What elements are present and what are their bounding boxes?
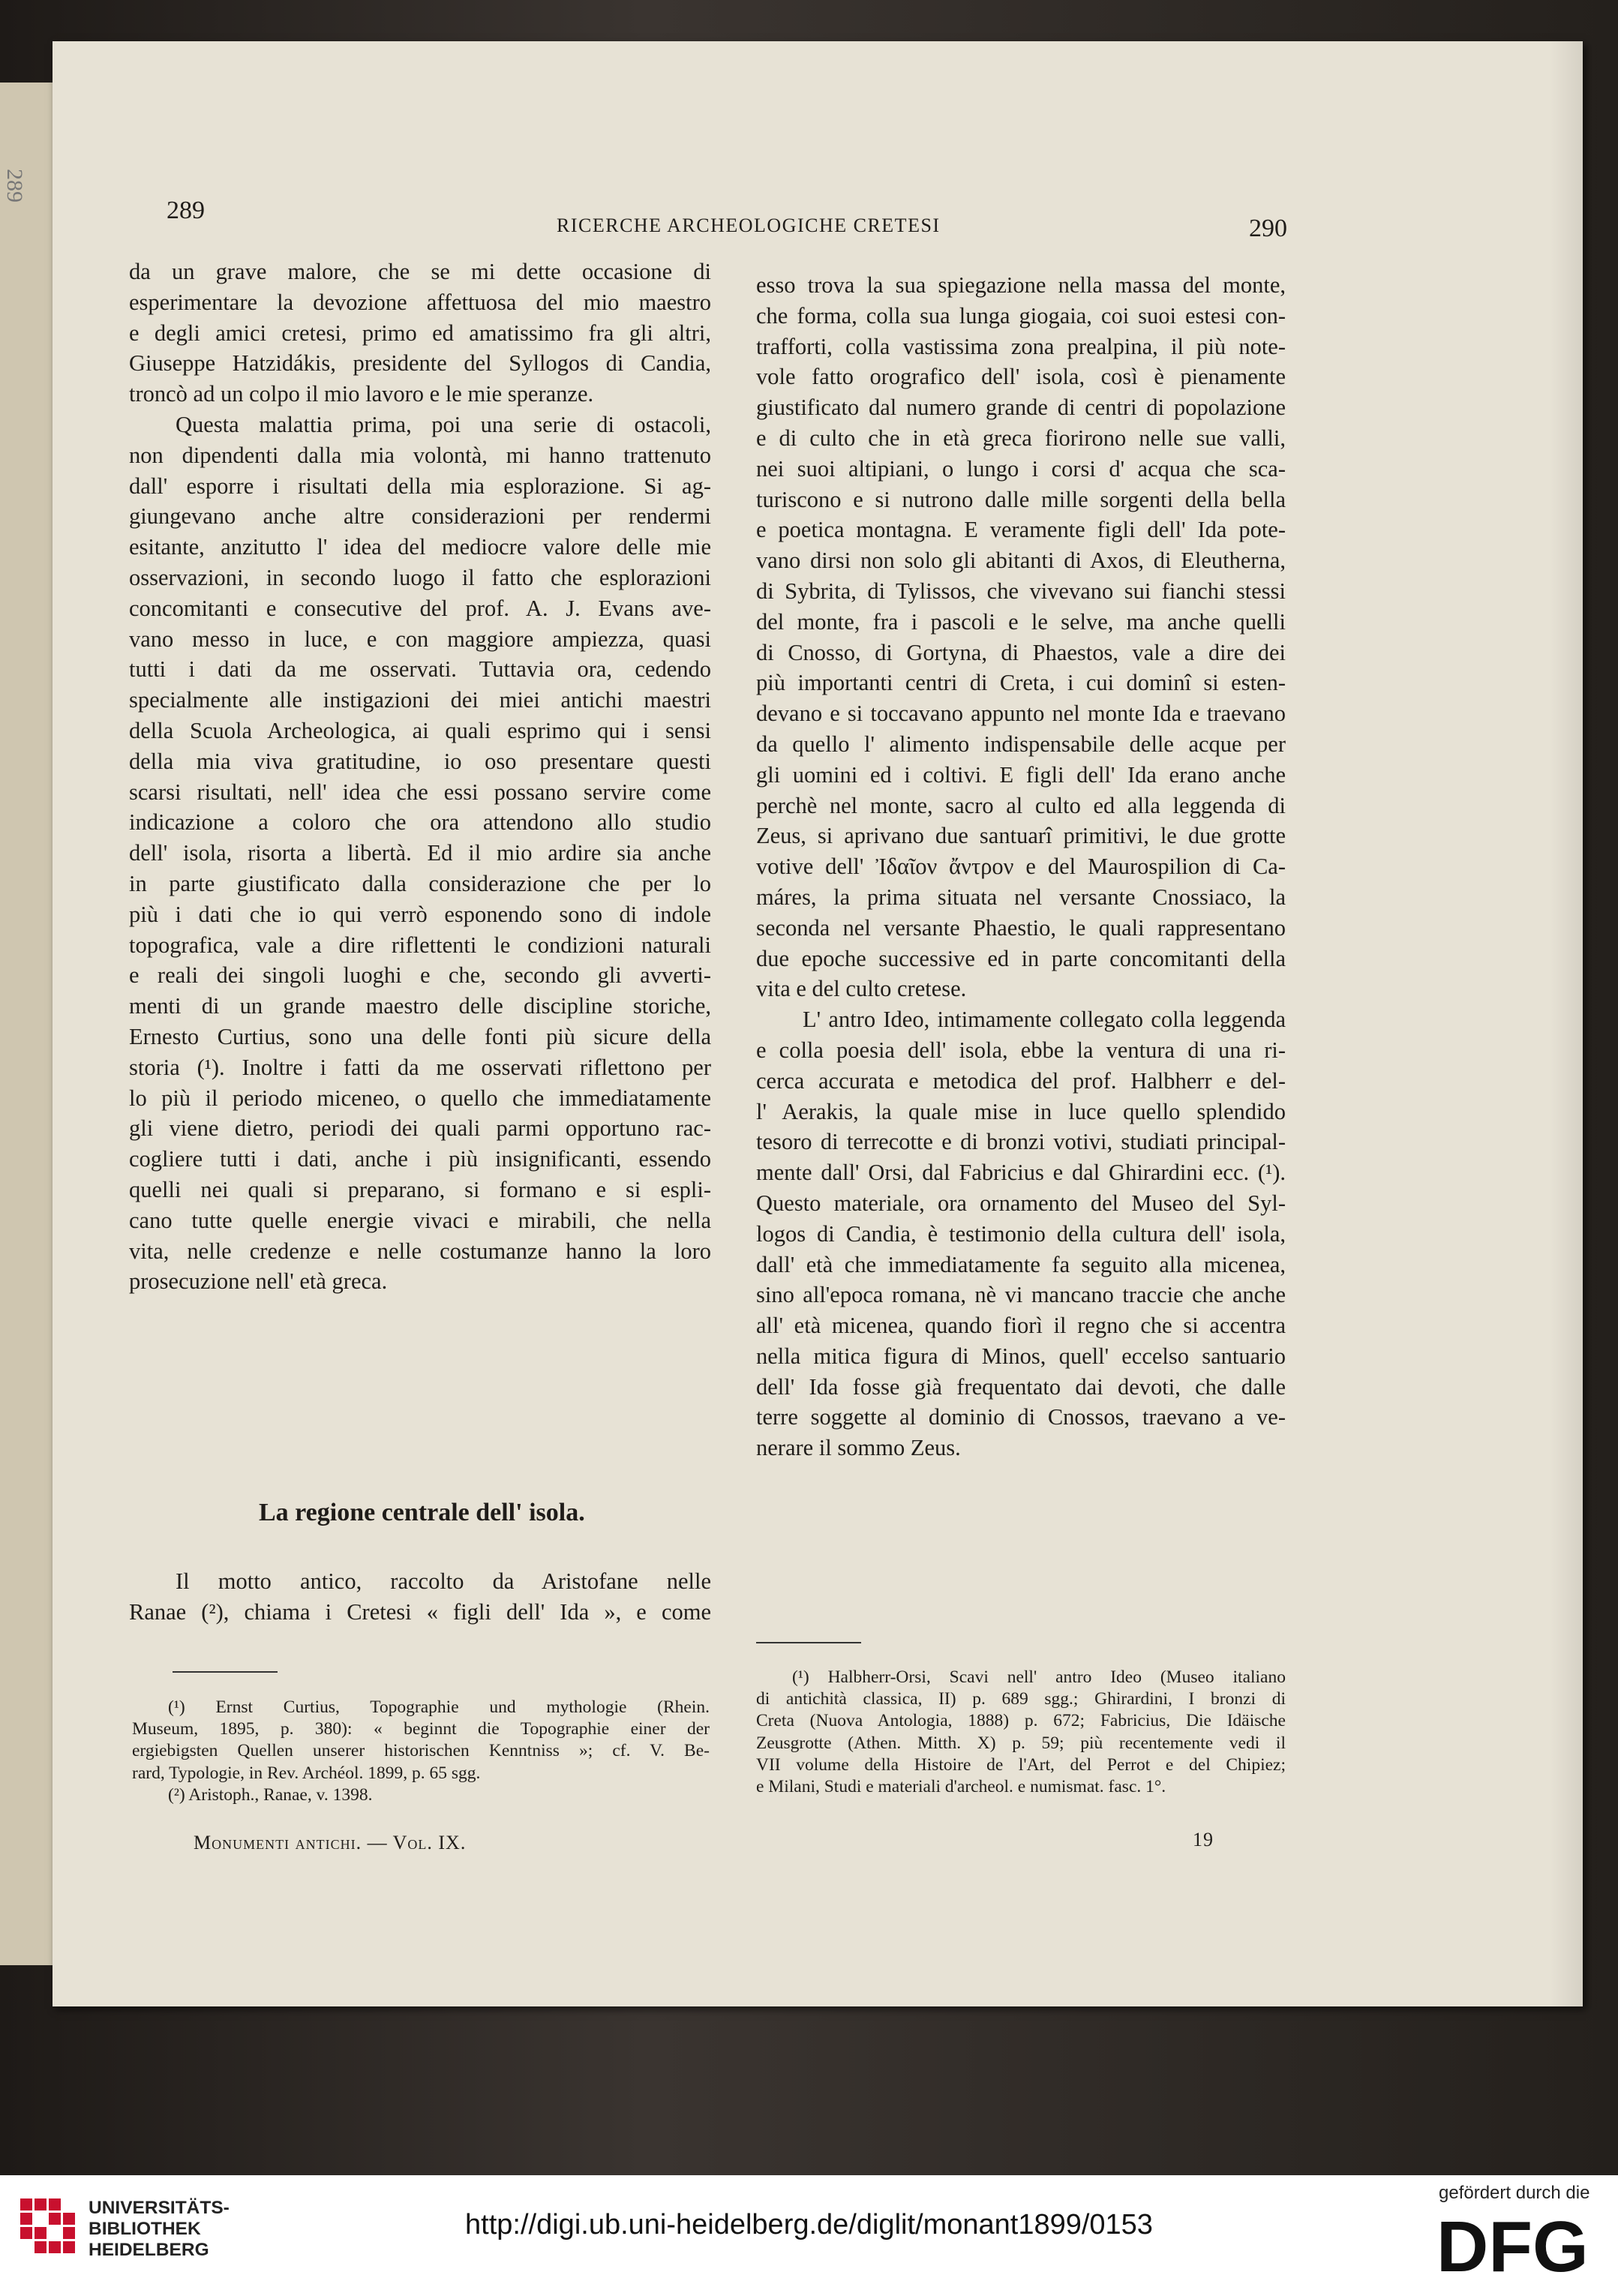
dfg-logo-icon — [1436, 2211, 1594, 2279]
text-line: cogliere tutti i dati, anche i più insignificanti, essendo — [129, 1146, 711, 1172]
text-line: troncò ad un colpo il mio lavoro e le mie speranze. — [129, 381, 594, 407]
svg-text:DFG: DFG — [1436, 2211, 1589, 2279]
text-line: perchè nel monte, sacro al culto ed alla leggenda di — [756, 792, 1286, 818]
footnote-line: ergiebigsten Quellen unserer historischen Kenntniss »; cf. V. Be- — [132, 1741, 710, 1761]
text-line: gli uomini ed i coltivi. E figli dell' Ida erano anche — [756, 761, 1286, 788]
text-line: dell' isola, risorta a libertà. Ed il mio ardire sia anche — [129, 840, 711, 866]
text-line: concomitanti e consecutive del prof. A. J. Evans ave- — [129, 595, 711, 621]
section-heading: La regione centrale dell' isola. — [259, 1499, 585, 1526]
text-line: e poetica montagna. E veramente figli dell' Ida pote- — [756, 517, 1286, 543]
text-line: osservazioni, in secondo luogo il fatto che esplorazioni — [129, 564, 711, 590]
footnote-line: VII volume della Histoire de l'Art, del Perrot e del Chipiez; — [756, 1754, 1286, 1775]
text-line: giustificato dal numero grande di centri di popolazione — [756, 395, 1286, 421]
text-line: che forma, colla sua lunga giogaia, coi suoi estesi con- — [756, 302, 1286, 329]
text-line: tutti i dati da me osservati. Tuttavia ora, cedendo — [129, 656, 711, 683]
footnote-rule-left — [173, 1671, 278, 1673]
page-number-right: 290 — [1249, 215, 1287, 242]
text-line: da quello l' alimento indispensabile delle acque per — [756, 731, 1286, 757]
library-name-line-1: UNIVERSITÄTS- — [89, 2198, 230, 2218]
text-line: L' antro Ideo, intimamente collegato colla leggenda — [803, 1007, 1286, 1033]
text-line: e colla poesia dell' isola, ebbe la ventura di una ri- — [756, 1037, 1286, 1063]
text-line: giungevano anche altre considerazioni per rendermi — [129, 503, 711, 530]
footnote-line: Museum, 1895, p. 380): « beginnt die Topographie einer der — [132, 1719, 710, 1739]
footnote-line: (¹) Ernst Curtius, Topographie und mythologie (Rhein. — [168, 1697, 710, 1717]
text-line: indicazione a coloro che ora attendono allo studio — [129, 809, 711, 836]
text-line: della mia viva gratitudine, io oso presentare questi — [129, 748, 711, 774]
page-number-left: 289 — [167, 197, 205, 224]
text-line: e degli amici cretesi, primo ed amatissimo fra gli altri, — [129, 320, 711, 346]
page-signature-mark: 19 — [1193, 1829, 1214, 1850]
text-line: più i dati che io qui verrò esponendo sono di indole — [129, 901, 711, 927]
text-line: Zeus, si aprivano due santuarî primitivi, le due grotte — [756, 823, 1286, 849]
text-line: Questa malattia prima, poi una serie di ostacoli, — [176, 411, 711, 437]
text-line: Ranae (²), chiama i Cretesi « figli dell' Ida », e come — [129, 1598, 711, 1625]
text-line: menti di un grande maestro delle discipline storiche, — [129, 993, 711, 1019]
left-text-column — [129, 257, 711, 1297]
footnote-line: (²) Aristoph., Ranae, v. 1398. — [168, 1784, 373, 1805]
footnote-line: Zeusgrotte (Athen. Mitth. X) p. 59; più recentemente vedi il — [756, 1733, 1286, 1753]
text-line: seconda nel versante Phaestio, le quali rappresentano — [756, 914, 1286, 941]
text-line: nei suoi altipiani, o lungo i corsi d' acqua che sca- — [756, 455, 1286, 482]
text-line: prosecuzione nell' età greca. — [129, 1268, 388, 1295]
text-line: del monte, fra i pascoli e le selve, ma anche quelli — [756, 608, 1286, 635]
text-line: e reali dei singoli luoghi e che, secondo gli avverti- — [129, 962, 711, 989]
text-line: terre soggette al dominio di Cnossos, traevano a ve- — [756, 1404, 1286, 1430]
text-line: tesoro di terrecotte e di bronzi votivi, studiati principal- — [756, 1129, 1286, 1155]
right-text-column — [756, 270, 1286, 1463]
text-line: vita, nelle credenze e nelle costumanze hanno la loro — [129, 1238, 711, 1264]
text-line: vita e del culto cretese. — [756, 976, 967, 1002]
text-line: logos di Candia, è testimonio della cultura dell' isola, — [756, 1220, 1286, 1247]
library-name-line-2: BIBLIOTHEK — [89, 2219, 201, 2239]
permalink-url[interactable]: http://digi.ub.uni-heidelberg.de/diglit/monant1899/0153 — [465, 2209, 1153, 2240]
text-line: non dipendenti dalla mia volontà, mi hanno trattenuto — [129, 442, 711, 468]
text-line: esitante, anzitutto l' idea del mediocre valore delle mie — [129, 534, 711, 560]
text-line: Il motto antico, raccolto da Aristofane nelle — [176, 1568, 711, 1594]
text-line: vano dirsi non solo gli abitanti di Axos, di Eleutherna, — [756, 548, 1286, 574]
footnote-line: e Milani, Studi e materiali d'archeol. e numismat. fasc. 1°. — [756, 1776, 1166, 1796]
text-line: della Scuola Archeologica, ai quali esprimo qui i sensi — [129, 717, 711, 743]
text-line: cano tutte quelle energie vivaci e mirabili, che nella — [129, 1207, 711, 1233]
text-line: mente dall' Orsi, dal Fabricius e dal Ghirardini ecc. (¹). — [756, 1160, 1286, 1186]
text-line: storia (¹). Inoltre i fatti da me osservati riflettono per — [129, 1054, 711, 1080]
text-line: di Sybrita, di Tylissos, che vivevano sui fianchi stessi — [756, 578, 1286, 604]
previous-page-number: 289 — [2, 169, 27, 203]
text-line: máres, la prima situata nel versante Cnossiaco, la — [756, 884, 1286, 910]
text-line: in parte giustificato dalla considerazione che per lo — [129, 870, 711, 896]
text-line: vole fatto orografico dell' isola, così è pienamente — [756, 364, 1286, 390]
text-line: cerca accurata e metodica del prof. Halbherr e del- — [756, 1067, 1286, 1094]
text-line: da un grave malore, che se mi dette occasione di — [129, 259, 711, 284]
footnote-line: Creta (Nuova Antologia, 1888) p. 672; Fabricius, Die Idäische — [756, 1711, 1286, 1731]
text-line: scarsi risultati, nell' idea che essi possano servire come — [129, 779, 711, 805]
text-line: più importanti centri di Creta, i cui dominî si esten- — [756, 670, 1286, 696]
library-name-line-3: HEIDELBERG — [89, 2240, 209, 2260]
page-footer-title: Monumenti antichi. — Vol. IX. — [194, 1832, 467, 1853]
footnote-line: (¹) Halbherr-Orsi, Scavi nell' antro Ideo (Museo italiano — [792, 1667, 1286, 1687]
text-line: dall' esporre i risultati della mia esplorazione. Si ag- — [129, 473, 711, 499]
text-line: all' età micenea, quando fiorì il regno che si accentra — [756, 1313, 1286, 1339]
right-footnotes — [756, 1667, 1286, 1798]
footnote-line: di antichità classica, II) p. 689 sgg.; Ghirardini, I bronzi di — [756, 1689, 1286, 1709]
text-line: vano messo in luce, e con maggiore ampiezza, quasi — [129, 626, 711, 652]
running-title: RICERCHE ARCHEOLOGICHE CRETESI — [557, 215, 941, 236]
footnote-line: rard, Typologie, in Rev. Archéol. 1899, p. 65 sgg. — [132, 1763, 481, 1783]
text-line: l' Aerakis, la quale mise in luce quello splendido — [756, 1098, 1286, 1124]
text-line: nerare il sommo Zeus. — [756, 1435, 961, 1461]
text-line: specialmente alle instigazioni dei miei antichi maestri — [129, 687, 711, 713]
text-line: nella mitica figura di Minos, quell' eccelso santuario — [756, 1343, 1286, 1369]
text-line: topografica, vale a dire riflettenti le condizioni naturali — [129, 932, 711, 958]
text-line: esperimentare la devozione affettuosa del mio maestro — [129, 289, 711, 315]
text-line: lo più il periodo miceneo, o quello che immediatamente — [129, 1085, 711, 1111]
left-text-column-continued — [129, 1566, 711, 1628]
text-line: esso trova la sua spiegazione nella massa del monte, — [756, 272, 1286, 298]
text-line: turiscono e si nutrono dalle mille sorgenti della bella — [756, 486, 1286, 512]
text-line: Ernesto Curtius, sono una delle fonti più sicure della — [129, 1023, 711, 1049]
text-line: dall' età che immediatamente fa seguito alla micenea, — [756, 1251, 1286, 1277]
text-line: trafforti, colla vastissima zona prealpina, il più note- — [756, 333, 1286, 359]
left-footnotes — [132, 1697, 710, 1806]
text-line: dell' Ida fosse già frequentato dai devoti, che dalle — [756, 1373, 1286, 1400]
text-line: due epoche successive ed in parte concomitanti della — [756, 945, 1286, 971]
text-line: devano e si toccavano appunto nel monte Ida e traevano — [756, 701, 1286, 727]
text-line: sino all'epoca romana, nè vi mancano traccie che anche — [756, 1282, 1286, 1308]
text-line: Questo materiale, ora ornamento del Museo del Syl- — [756, 1190, 1286, 1216]
footnote-rule-right — [756, 1642, 861, 1643]
text-line: quelli nei quali si preparano, si formano e si espli- — [129, 1176, 711, 1202]
text-line: e di culto che in età greca fiorirono nelle sue valli, — [756, 425, 1286, 451]
text-line: votive dell' Ἰδαῖον ἄντρον e del Maurospilion di Ca- — [756, 854, 1286, 880]
text-line: Giuseppe Hatzidákis, presidente del Syllogos di Candia, — [129, 350, 711, 377]
previous-page-map-fragment — [2, 308, 56, 1583]
text-line: gli viene dietro, periodi dei quali parmi opportuno rac- — [129, 1115, 711, 1142]
funding-caption: gefördert durch die — [1439, 2183, 1590, 2203]
previous-page-edge — [0, 83, 60, 1965]
text-line: di Cnosso, di Gortyna, di Phaestos, vale a dire dei — [756, 639, 1286, 665]
